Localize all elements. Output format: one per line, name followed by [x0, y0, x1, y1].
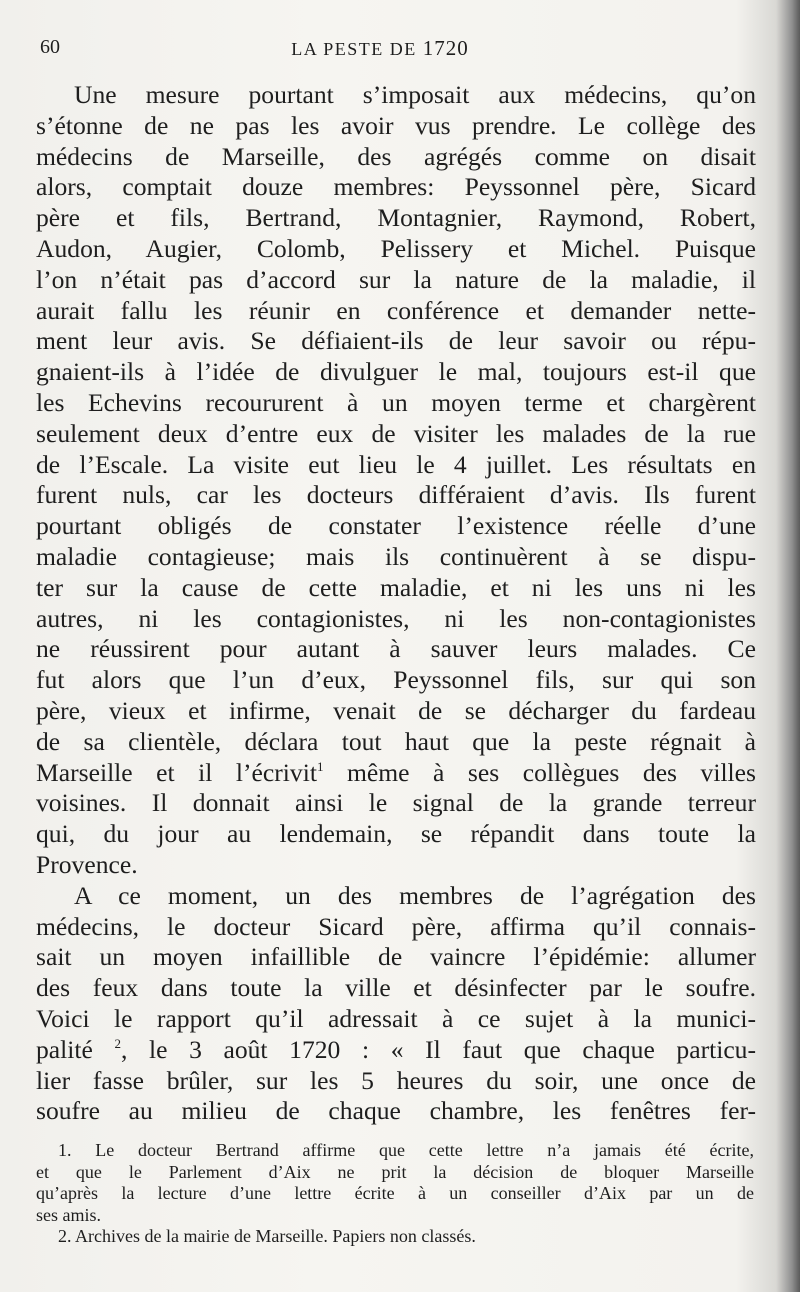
- running-title-year: 1720: [422, 36, 469, 60]
- footnote-1-line: et que le Parlement d’Aix ne prit la décision de bloquer Marseille: [36, 1161, 754, 1182]
- text-line: des feux dans toute la ville et désinfecter par le soufre.: [36, 973, 756, 1003]
- text-line-with-footnote-ref: [36, 758, 756, 789]
- text-line: s’étonne de ne pas les avoir vus prendre. Le collège des: [36, 110, 756, 140]
- text-line: Une mesure pourtant s’imposait aux médecins, qu’on: [74, 80, 756, 109]
- text-line: Voici le rapport qu’il adressait à ce sujet à la munici-: [36, 1003, 756, 1033]
- text-line: maladie contagieuse; mais ils continuèrent à se dispu-: [36, 541, 756, 571]
- text-line: voisines. Il donnait ainsi le signal de la grande terreur: [36, 788, 756, 818]
- page-header: [40, 36, 760, 60]
- footnote-1-line: 1. Le docteur Bertrand affirme que cette lettre n’a jamais été écrite,: [58, 1140, 754, 1160]
- text-line: pourtant obligés de constater l’existence réelle d’une: [36, 511, 756, 541]
- body-text: [36, 80, 756, 1127]
- text-segment: , le 3 août 1720 : « Il faut que chaque particu-: [120, 1034, 756, 1064]
- footnote-ref-2[interactable]: 2: [114, 1035, 121, 1051]
- text-line: Provence.: [36, 849, 138, 879]
- text-line: médecins, le docteur Sicard père, affirma qu’il connais-: [36, 911, 756, 941]
- text-line: ter sur la cause de cette maladie, et ni les uns ni les: [36, 572, 756, 602]
- text-line: autres, ni les contagionistes, ni les non-contagionistes: [36, 603, 756, 633]
- text-line: seulement deux d’entre eux de visiter les malades de la rue: [36, 418, 756, 448]
- text-line: qui, du jour au lendemain, se répandit dans toute la: [36, 819, 756, 849]
- running-title: [40, 36, 720, 61]
- text-line: père et fils, Bertrand, Montagnier, Raymond, Robert,: [36, 203, 756, 233]
- text-line: Audon, Augier, Colomb, Pelissery et Michel. Puisque: [36, 233, 756, 263]
- text-line: alors, comptait douze membres: Peyssonnel père, Sicard: [36, 172, 756, 202]
- text-line: sait un moyen infaillible de vaincre l’épidémie: allumer: [36, 942, 756, 972]
- text-segment: même à ses collègues des villes: [323, 757, 756, 787]
- text-line: de sa clientèle, déclara tout haut que la peste régnait à: [36, 726, 756, 756]
- text-line: A ce moment, un des membres de l’agrégation des: [74, 880, 756, 910]
- text-segment: Marseille et il l’écrivit: [36, 757, 317, 787]
- text-line: fut alors que l’un d’eux, Peyssonnel fils, sur qui son: [36, 665, 756, 695]
- footnote-1-line: qu’après la lecture d’une lettre écrite à un conseiller d’Aix par un de: [36, 1183, 754, 1203]
- text-line: lier fasse brûler, sur les 5 heures du soir, une once de: [36, 1065, 756, 1095]
- text-line: l’on n’était pas d’accord sur la nature de la maladie, il: [36, 264, 756, 294]
- text-line: furent nuls, car les docteurs différaient d’avis. Ils furent: [36, 480, 756, 510]
- footnote-2: 2. Archives de la mairie de Marseille. Papiers non classés.: [58, 1226, 476, 1246]
- footnote-ref-1[interactable]: 1: [316, 758, 324, 774]
- text-line: soufre au milieu de chaque chambre, les fenêtres fer-: [36, 1096, 756, 1126]
- text-line: père, vieux et infirme, venait de se décharger du fardeau: [36, 695, 756, 725]
- page-number: 60: [40, 36, 60, 58]
- text-line: gnaient-ils à l’idée de divulguer le mal, toujours est-il que: [36, 357, 756, 387]
- text-line: ne réussirent pour autant à sauver leurs malades. Ce: [36, 634, 756, 664]
- text-line: de l’Escale. La visite eut lieu le 4 juillet. Les résultats en: [36, 449, 756, 479]
- running-title-text: LA PESTE DE: [291, 39, 417, 59]
- text-line-with-footnote-ref: [36, 1035, 756, 1066]
- text-line: ment leur avis. Se défiaient-ils de leur savoir ou répu-: [36, 326, 756, 356]
- text-line: les Echevins recoururent à un moyen terme et chargèrent: [36, 387, 756, 417]
- footnotes: [36, 1140, 754, 1248]
- text-line: médecins de Marseille, des agrégés comme on disait: [36, 141, 756, 171]
- footnote-1-line: ses amis.: [36, 1204, 101, 1225]
- text-segment: palité: [36, 1034, 115, 1064]
- text-line: aurait fallu les réunir en conférence et demander nette-: [36, 295, 756, 325]
